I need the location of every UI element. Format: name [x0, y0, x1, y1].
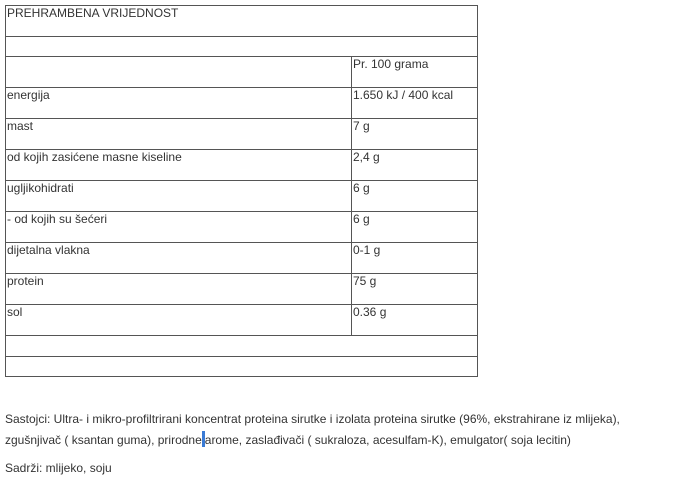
nutrient-label: energija — [6, 88, 352, 119]
nutrient-value: 1.650 kJ / 400 kcal — [352, 88, 478, 119]
nutrient-label: ugljikohidrati — [6, 181, 352, 212]
table-empty-row — [6, 37, 478, 57]
table-row — [6, 88, 478, 119]
nutrition-table — [5, 5, 478, 377]
ingredients-line-2-end: arome, zaslađivači ( sukraloza, acesulfam-K), emulgator( soja lecitin) — [204, 433, 571, 447]
allergens-text: Sadrži: mlijeko, soju — [5, 461, 112, 475]
empty-cell — [6, 37, 478, 57]
nutrient-label: sol — [6, 305, 352, 336]
table-title-row — [6, 6, 478, 37]
nutrient-value: 0.36 g — [352, 305, 478, 336]
nutrient-value: 75 g — [352, 274, 478, 305]
table-row — [6, 119, 478, 150]
table-row — [6, 212, 478, 243]
nutrient-value: 2,4 g — [352, 150, 478, 181]
nutrient-value: 6 g — [352, 181, 478, 212]
table-row — [6, 305, 478, 336]
empty-header-cell — [6, 57, 352, 88]
ingredients-line-1: Sastojci: Ultra- i mikro-profiltrirani koncentrat proteina sirutke i izolata proteina sirutke (96%, ekstrahirane iz mlijeka), — [5, 412, 620, 426]
nutrient-value: 0-1 g — [352, 243, 478, 274]
nutrient-label: mast — [6, 119, 352, 150]
table-empty-row — [6, 357, 478, 377]
table-title: PREHRAMBENA VRIJEDNOST — [6, 6, 478, 37]
table-header-row — [6, 57, 478, 88]
ingredients-paragraph[interactable] — [5, 409, 620, 451]
empty-cell — [6, 357, 478, 377]
nutrient-value: 7 g — [352, 119, 478, 150]
table-row — [6, 181, 478, 212]
table-row — [6, 150, 478, 181]
nutrient-label: od kojih zasićene masne kiseline — [6, 150, 352, 181]
nutrient-label: protein — [6, 274, 352, 305]
empty-cell — [6, 336, 478, 357]
column-header: Pr. 100 grama — [352, 57, 478, 88]
table-row — [6, 243, 478, 274]
nutrient-value: 6 g — [352, 212, 478, 243]
table-empty-row — [6, 336, 478, 357]
nutrient-label: - od kojih su šećeri — [6, 212, 352, 243]
nutrient-label: dijetalna vlakna — [6, 243, 352, 274]
ingredients-line-2-start: zgušnjivač ( ksantan guma), prirodne — [5, 433, 202, 447]
allergens-paragraph[interactable] — [5, 458, 112, 479]
table-row — [6, 274, 478, 305]
